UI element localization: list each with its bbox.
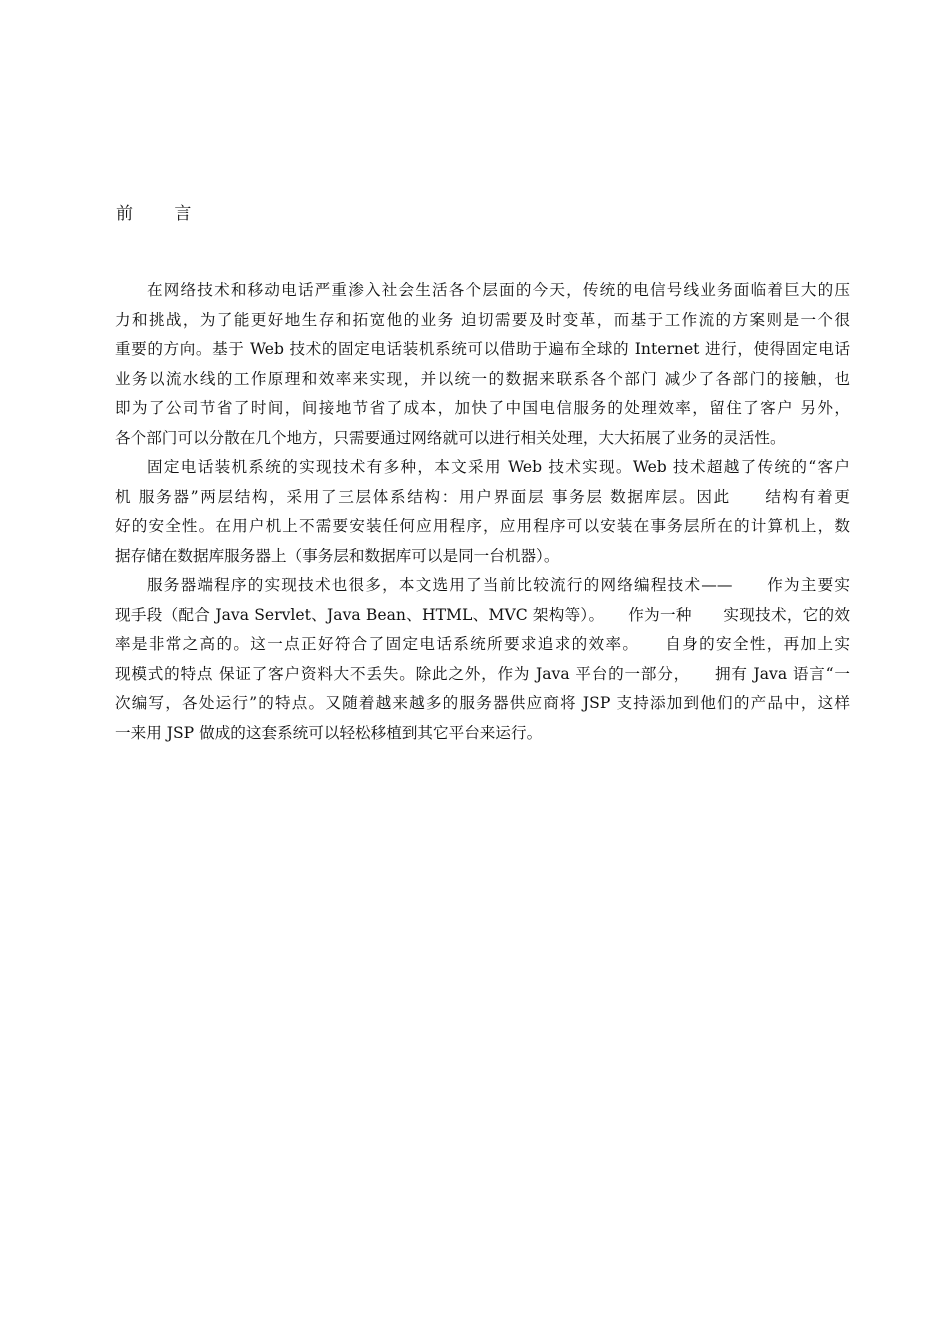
paragraph-1 xyxy=(115,276,850,453)
text-line: 一来用 JSP 做成的这套系统可以轻松移植到其它平台来运行。 xyxy=(115,723,543,742)
text-line: 各个部门可以分散在几个地方，只需要通过网络就可以进行相关处理，大大拓展了业务的灵活性。 xyxy=(115,428,786,447)
body-text xyxy=(115,276,850,748)
text-line: 据存储在数据库服务器上（事务层和数据库可以是同一台机器）。 xyxy=(115,546,560,565)
text-line: 率是非常之高的。这一点正好符合了固定电话系统所要求追求的效率。 自身的安全性，再加上实 xyxy=(115,635,850,653)
text-line: 次编写，各处运行”的特点。又随着越来越多的服务器供应商将 JSP 支持添加到他们的产品中，这样 xyxy=(115,694,850,712)
text-line: 即为了公司节省了时间，间接地节省了成本，加快了中国电信服务的处理效率，留住了客户 另外， xyxy=(115,399,850,417)
text-line: 机 服务器”两层结构，采用了三层体系结构：用户界面层 事务层 数据库层。因此 结构有着更 xyxy=(115,487,850,506)
section-heading: 前 言 xyxy=(116,204,210,224)
text-line: 现模式的特点 保证了客户资料大不丢失。除此之外，作为 Java 平台的一部分， 拥有 Java 语言“一 xyxy=(115,664,850,683)
text-line: 服务器端程序的实现技术也很多，本文选用了当前比较流行的网络编程技术—— 作为主要实 xyxy=(147,576,850,594)
text-line: 现手段（配合 Java Servlet、Java Bean、HTML、MVC 架构等）。 作为一种 实现技术，它的效 xyxy=(115,605,850,624)
text-line: 重要的方向。基于 Web 技术的固定电话装机系统可以借助于遍布全球的 Internet 进行，使得固定电话 xyxy=(115,340,850,358)
text-line: 固定电话装机系统的实现技术有多种，本文采用 Web 技术实现。Web 技术超越了传统的“客户 xyxy=(147,458,850,476)
paragraph-2 xyxy=(115,453,850,571)
paragraph-3 xyxy=(115,571,850,748)
text-line: 力和挑战，为了能更好地生存和拓宽他的业务 迫切需要及时变革，而基于工作流的方案则是一个很 xyxy=(115,310,850,329)
text-line: 在网络技术和移动电话严重渗入社会生活各个层面的今天，传统的电信号线业务面临着巨大的压 xyxy=(147,281,850,299)
text-line: 好的安全性。在用户机上不需要安装任何应用程序，应用程序可以安装在事务层所在的计算机上，数 xyxy=(115,517,850,535)
text-line: 业务以流水线的工作原理和效率来实现，并以统一的数据来联系各个部门 减少了各部门的接触，也 xyxy=(115,369,850,388)
